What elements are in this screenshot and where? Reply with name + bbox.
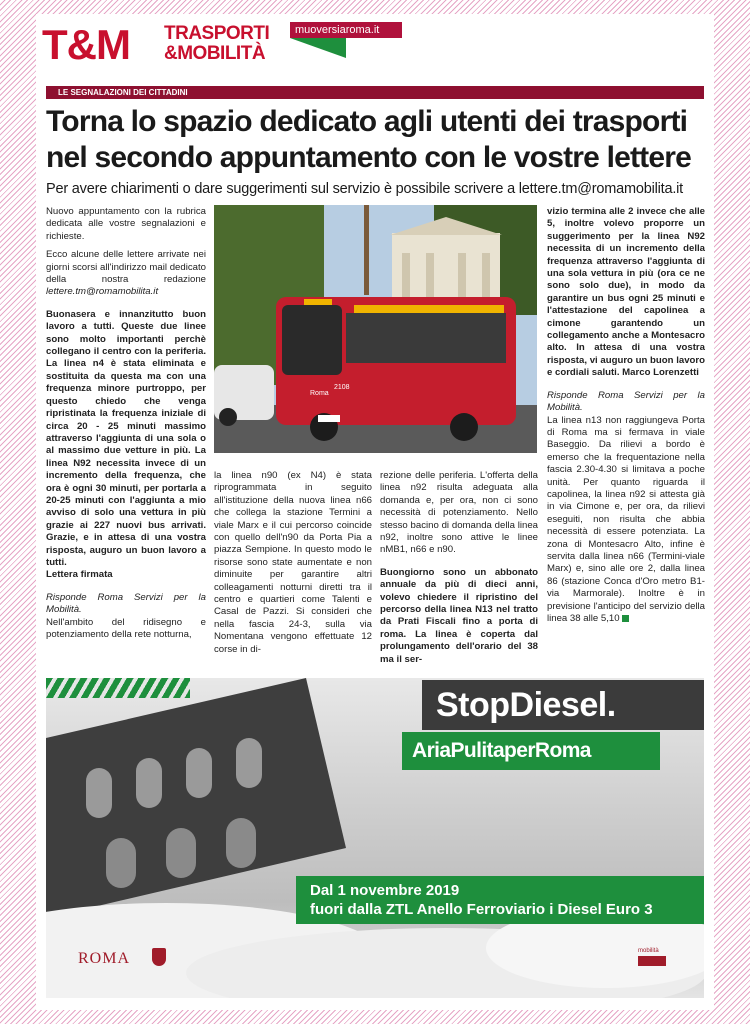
reply-2-text (547, 415, 705, 626)
bus-photo (214, 205, 537, 453)
reply-1-continued: la linea n90 (ex N4) è stata riprogrammata in seguito all'istituzione della nuova linea n66 che collega la stazione Termini a viale Marx e il cui percorso coincide con quello dell'n90 da Porta Pia a piazza Sempione. In questo modo le risorse sono state aumentate e non diminuite per garantire altri colleagamenti notturni diretti tra il centro e quartieri come Talenti e Casal de Pazzi. Si consideri che nella fascia 24-3, sulla via Nomentana vengono effettuate 12 corse in di- (214, 470, 372, 655)
article-subhead: Per avere chiarimenti o dare suggerimenti sul servizio è possibile scrivere a lettere.tm@romamobilita.it (46, 181, 684, 197)
logo-mark: T&M (42, 21, 130, 68)
section-label: LE SEGNALAZIONI DEI CITTADINI (46, 86, 704, 99)
letter-2-continued: vizio termina alle 2 invece che alle 5, inoltre volevo proporre un suggerimento per la linea N92 necessita di un incremento della frequenza attraverso l'aggiunta di una sola vettura in più (ora ce ne sono solo due), in modo da garantire un bus ogni 25 minuti e l'attestazione del capolinea a cimone garantendo un collegamento anche a Montesacro alto. In attesa di una vostra risposta, vi auguro un buon lavoro e cordiali saluti. Marco Lorenzetti (547, 206, 705, 379)
logo-line-2: &MOBILITÀ (164, 43, 266, 64)
mobilita-logo (638, 948, 672, 976)
green-stripes-decoration (46, 678, 190, 698)
letter-1-text: Buonasera e innanzitutto buon lavoro a tutti. Queste due linee sono molto importanti perchè collegano il centro con la periferia. La linea n4 è stata eliminata e sostituita da questa ma con una frequenza minore purtroppo, per questo chiedo che venga ripristinata la frequenza iniziale di circa 20 - 25 minuti massimo attraverso l'aggiunta di una sola o al massimo due vetture in più. La linea N92 necessita invece di un incremento della frequenza, che ora è ogni 30 minuti, per portarla a 20-25 minuti con l'aggiunta a mio avviso di solo una vettura in più grazie ai 227 nuovi bus arrivati. Grazie, e in attesa di una vostra risposta, auguro un buon lavoro a tutti. (46, 308, 206, 568)
ad-title: StopDiesel. (422, 680, 704, 730)
column-2 (214, 470, 372, 662)
intro-text: Ecco alcune delle lettere arrivate nei giorni scorsi all'indirizzo mail dedicato della nostra redazione (46, 249, 206, 286)
reply-1-end: rezione delle periferia. L'offerta della linea n92 risulta adeguata alla domanda e, per ora, non ci sono necessità di potenziamento. Nello stesso bacino di domanda della linea n92, inoltre sono attive le linee nMB1, n66 e n90. (380, 470, 538, 556)
stopdiesel-ad[interactable] (46, 678, 704, 998)
reply-label-1: Risponde Roma Servizi per la Mobilità. (46, 591, 206, 616)
mobilita-logo-text: mobilità (638, 948, 659, 954)
mobilita-flag-icon (638, 956, 666, 966)
bus-route-sign: Roma (310, 390, 329, 397)
logo-line-1: TRASPORTI (164, 23, 270, 44)
ad-date-line-2: fuori dalla ZTL Anello Ferroviario i Diesel Euro 3 (310, 901, 653, 918)
column-3 (380, 470, 538, 672)
intro-paragraph-1: Nuovo appuntamento con la rubrica dedicata alle vostre segnalazioni e richieste. (46, 206, 206, 242)
ad-date-box (296, 876, 704, 924)
column-4 (547, 206, 705, 631)
roma-shield-icon (152, 948, 166, 966)
reply-1-start: Nell'ambito del ridisegno e potenziamento della rete notturna, (46, 616, 206, 640)
reply-2-body: La linea n13 non raggiungeva Porta di Roma ma si fermava in viale Baseggio. Da rilievi a bordo è emerso che la frequentazione nella fascia 2.30-4.30 si limitava a poche unità. Per quanto riguarda il capolinea, la linea n92 si attesta già in via Cimone e, per ora, da rilievi eseguiti, non risulta che abbia necessità di essere potenziata. La zona di Montesacro Alto, infine è servita dalla linea n66 (Termini-viale Marx) e, sino alle ore 2, dalla linea 86 (stazione Conca d'Oro metro B1-via Marmorale). Inoltre è in previsione l'anticipo del servizio della linea 38 alle 5,10 (547, 414, 705, 624)
ad-tagline: AriaPulitaperRoma (402, 732, 660, 770)
article-headline: Torna lo spazio dedicato agli utenti dei trasporti nel secondo appuntamento con le vostre lettere (46, 105, 692, 174)
bus-illustration (214, 205, 537, 453)
letter-2-text: Buongiorno sono un abbonato annuale da più di dieci anni, volevo chiedere il ripristino del percorso della linea N13 nel tratto da Prati Fiscali fino a porta di roma. La linea è coperta dal prolungamento dell'orario del 38 ma il ser- (380, 566, 538, 665)
end-of-article-mark (622, 615, 629, 622)
site-link[interactable]: muoversiaroma.it (290, 22, 402, 38)
column-1 (46, 206, 206, 647)
logo-words (164, 24, 269, 64)
bus-fleet-number: 2108 (334, 384, 350, 391)
intro-paragraph-2 (46, 249, 206, 299)
roma-logo: ROMA (78, 950, 131, 967)
ad-date-line-1: Dal 1 novembre 2019 (310, 882, 460, 899)
tm-logo[interactable] (38, 20, 278, 70)
letter-1-signature: Lettera firmata (46, 569, 113, 581)
reply-label-2: Risponde Roma Servizi per la Mobilità. (547, 389, 705, 414)
email-link[interactable]: lettere.tm@romamobilita.it (46, 286, 159, 298)
